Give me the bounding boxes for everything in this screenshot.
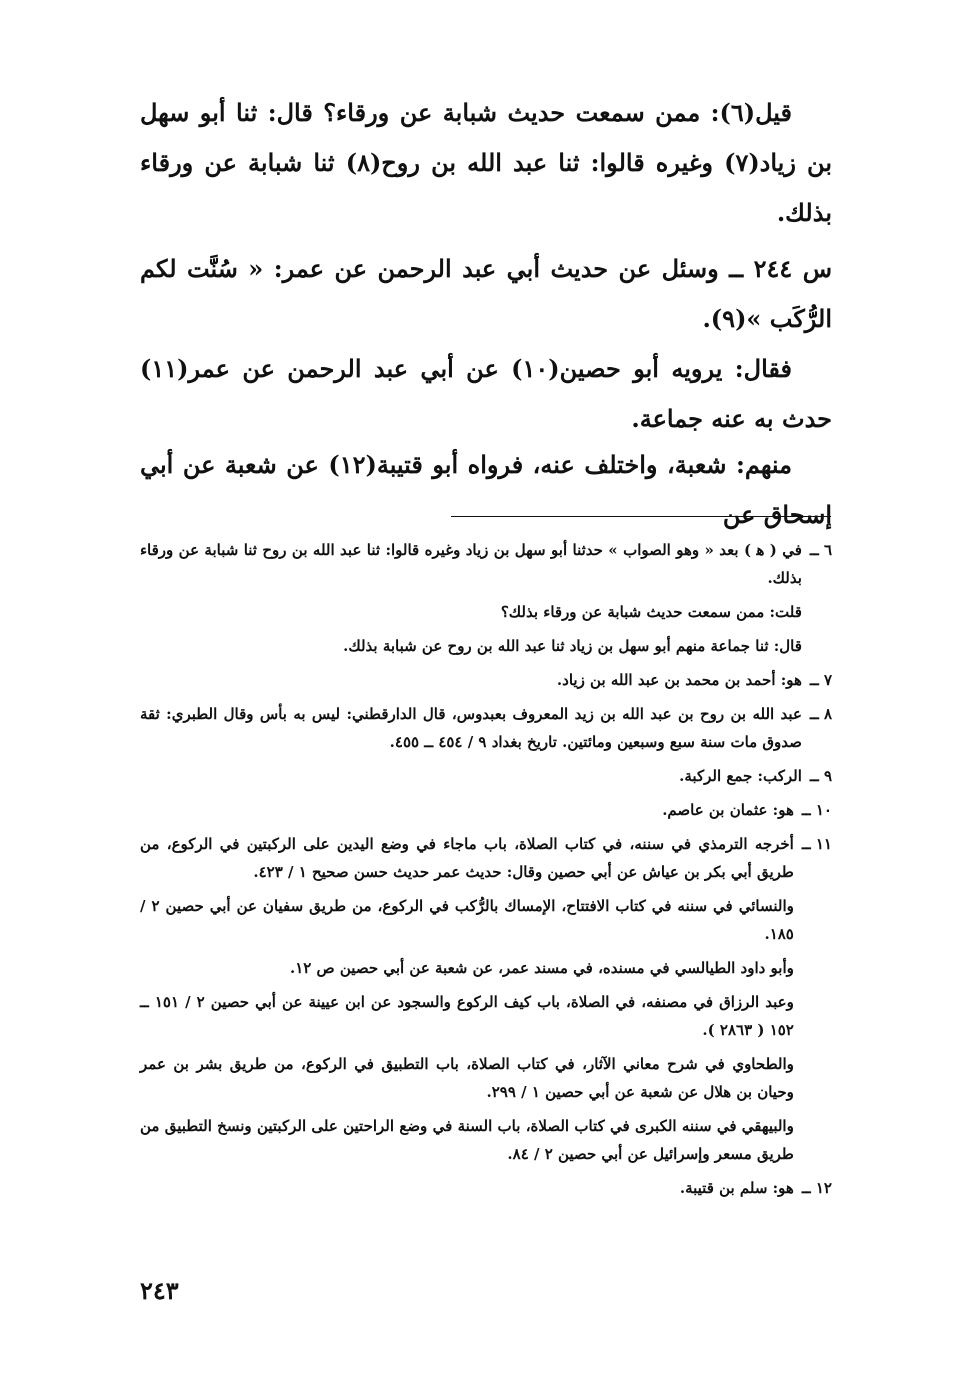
footnote-text: الركب: جمع الركبة.: [679, 767, 802, 785]
footnote-text: هو: أحمد بن محمد بن عبد الله بن زياد.: [556, 671, 802, 689]
question-244: [140, 244, 832, 344]
footnote-text: قلت: ممن سمعت حديث شبابة عن ورقاء بذلك؟: [500, 603, 802, 621]
footnotes: [140, 536, 832, 1208]
paragraph-1: [140, 88, 832, 238]
footnote-text: هو: عثمان بن عاصم.: [662, 801, 794, 819]
footnote-text: والنسائي في سننه في كتاب الافتتاح، الإمساك بالرُّكب في الركوع، من طريق سفيان عن أبي حصين ٢ / ١٨٥.: [140, 897, 794, 943]
footnote-text: وعبد الرزاق في مصنفه، في الصلاة، باب كيف الركوع والسجود عن ابن عيينة عن أبي حصين ٢ / ١٥١ ــ ١٥٢ ( ٢٨٦٣ ).: [140, 993, 794, 1039]
footnote-number: ١١ ــ: [801, 835, 832, 853]
paragraph-3: [140, 344, 832, 444]
footnote-number: ٦ ــ: [809, 541, 832, 559]
footnote-9: [140, 762, 832, 796]
footnote-number: ١٢ ــ: [801, 1179, 832, 1197]
question-244-text: س ٢٤٤ ــ وسئل عن حديث أبي عبد الرحمن عن عمر: « سُنَّت لكم الرُّكَب »(٩).: [140, 254, 833, 333]
footnote-number: ٧ ــ: [809, 671, 832, 689]
footnote-number: ٩ ــ: [809, 767, 832, 785]
footnote-6: [140, 536, 832, 666]
paragraph-1-text: قيل(٦): ممن سمعت حديث شبابة عن ورقاء؟ قال: ثنا أبو سهل بن زياد(٧) وغيره قالوا: ثنا عبد الله بن روح(٨) ثنا شبابة عن ورقاء بذلك.: [140, 98, 833, 227]
footnote-separator: [451, 516, 831, 517]
footnote-text: هو: سلم بن قتيبة.: [679, 1179, 794, 1197]
footnote-text: في ( ﻫ ) بعد « وهو الصواب » حدثنا أبو سهل بن زياد وغيره قالوا: ثنا عبد الله بن روح ثنا شبابة عن ورقاء بذلك.: [140, 541, 802, 587]
footnote-text: وأبو داود الطيالسي في مسنده، في مسند عمر، عن شعبة عن أبي حصين ص ١٢.: [289, 959, 794, 977]
footnote-number: ١٠ ــ: [801, 801, 832, 819]
footnote-text: والبيهقي في سننه الكبرى في كتاب الصلاة، باب السنة في وضع الراحتين على الركبتين ونسخ التطبيق من طريق مسعر وإسرائيل عن أبي حصين ٢ / ٨٤.: [140, 1117, 794, 1163]
footnote-text: أخرجه الترمذي في سننه، في كتاب الصلاة، باب ماجاء في وضع اليدين على الركبتين في الركوع، من طريق أبي بكر بن عياش عن أبي حصين وقال: حديث عمر حديث حسن صحيح ١ / ٤٢٣.: [140, 835, 794, 881]
footnote-8: [140, 700, 832, 762]
footnote-10: [140, 796, 832, 830]
footnote-text: قال: ثنا جماعة منهم أبو سهل بن زياد ثنا عبد الله بن روح عن شبابة بذلك.: [343, 637, 802, 655]
page-number: ٢٤٣: [140, 1276, 179, 1305]
paragraph-4-text: منهم: شعبة، واختلف عنه، فرواه أبو قتيبة(١٢) عن شعبة عن أبي إسحاق عن: [140, 450, 832, 529]
footnote-number: ٨ ــ: [809, 705, 832, 723]
footnote-11: [140, 830, 832, 1174]
paragraph-3-text: فقال: يرويه أبو حصين(١٠) عن أبي عبد الرحمن عن عمر(١١) حدث به عنه جماعة.: [140, 354, 832, 433]
footnote-text: والطحاوي في شرح معاني الآثار، في كتاب الصلاة، باب التطبيق في الركوع، من طريق بشر بن عمر وحيان بن هلال عن شعبة عن أبي حصين ١ / ٢٩٩.: [140, 1055, 794, 1101]
footnote-12: [140, 1174, 832, 1208]
footnote-7: [140, 666, 832, 700]
footnote-text: عبد الله بن روح بن عبد الله بن زيد المعروف بعبدوس، قال الدارقطني: ليس به بأس وقال الطبري: ثقة صدوق مات سنة سبع وسبعين ومائتين. تاريخ بغداد ٩ / ٤٥٤ ــ ٤٥٥.: [140, 705, 802, 751]
paragraph-4: [140, 440, 832, 540]
